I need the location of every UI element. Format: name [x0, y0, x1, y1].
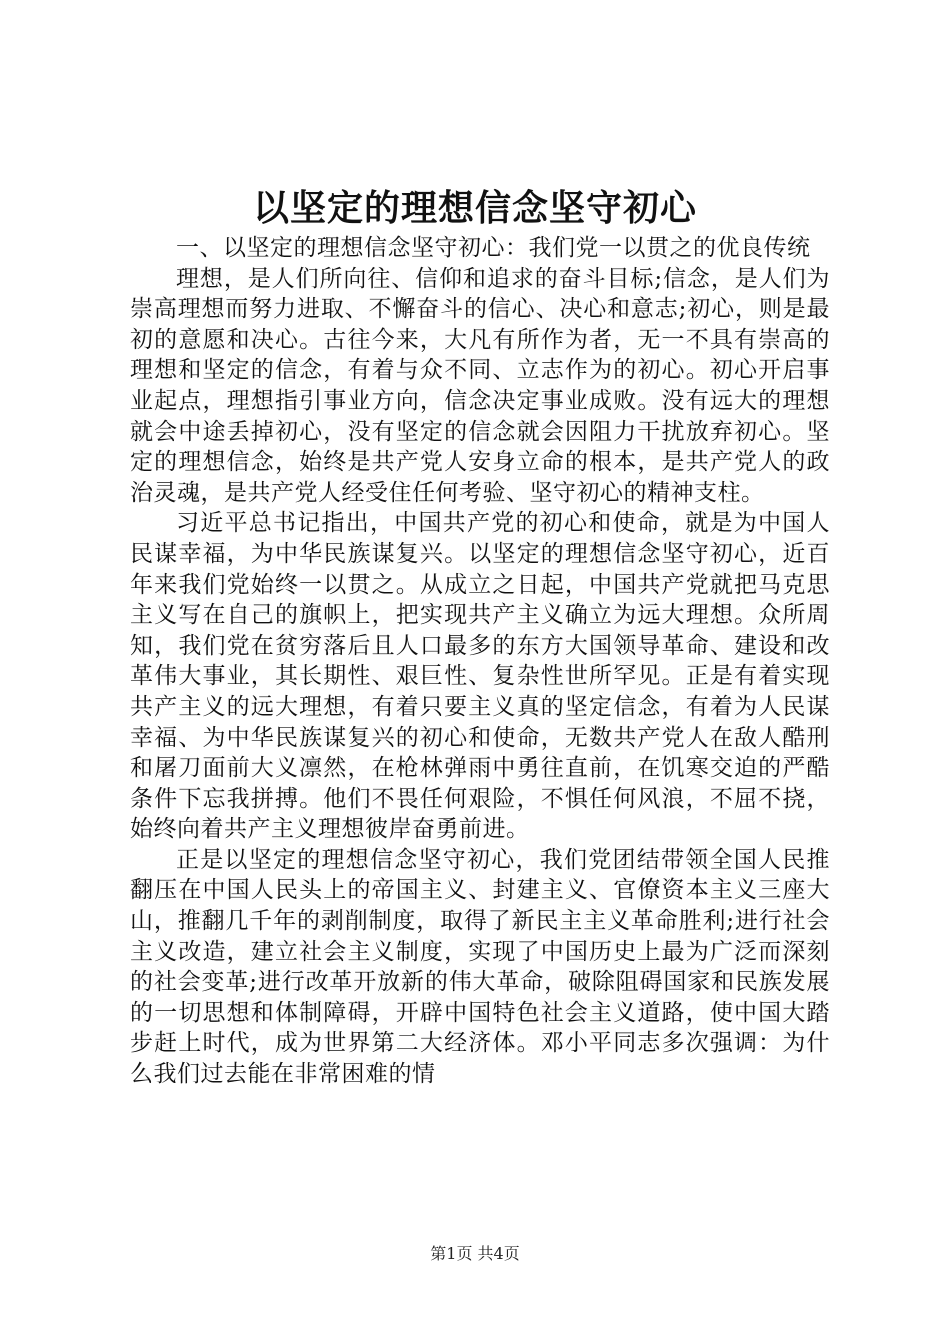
document-title: 以坚定的理想信念坚守初心: [252, 187, 697, 229]
paragraph-ideals-definition: 理想，是人们所向往、信仰和追求的奋斗目标;信念，是人们为崇高理想而努力进取、不懈奋斗的信心、决心和意志;初心，则是最初的意愿和决心。古往今来，大凡有所作为者，无一不具有崇高的理想和坚定的信念，有着与众不同、立志作为的初心。初心开启事业起点，理想指引事业方向，信念决定事业成败。没有远大的理想就会中途丢掉初心，没有坚定的信念就会因阻力干扰放弃初心。坚定的理想信念，始终是共产党人安身立命的根本，是共产党人的政治灵魂，是共产党人经受住任何考验、坚守初心的精神支柱。: [130, 265, 830, 506]
paragraph-achievements: 正是以坚定的理想信念坚守初心，我们党团结带领全国人民推翻压在中国人民头上的帝国主义、封建主义、官僚资本主义三座大山，推翻几千年的剥削制度，取得了新民主主义革命胜利;进行社会主义改造，建立社会主义制度，实现了中国历史上最为广泛而深刻的社会变革;进行改革开放新的伟大革命，破除阻碍国家和民族发展的一切思想和体制障碍，开辟中国特色社会主义道路，使中国大踏步赶上时代，成为世界第二大经济体。邓小平同志多次强调：为什么我们过去能在非常困难的情: [130, 846, 830, 1088]
page-footer: 第1页 共4页: [430, 1244, 520, 1263]
paragraph-mission-history: 习近平总书记指出，中国共产党的初心和使命，就是为中国人民谋幸福，为中华民族谋复兴。以坚定的理想信念坚守初心，近百年来我们党始终一以贯之。从成立之日起，中国共产党就把马克思主义写在自己的旗帜上，把实现共产主义确立为远大理想。众所周知，我们党在贫穷落后且人口最多的东方大国领导革命、建设和改革伟大事业，其长期性、艰巨性、复杂性世所罕见。正是有着实现共产主义的远大理想，有着只要主义真的坚定信念，有着为人民谋幸福、为中华民族谋复兴的初心和使命，无数共产党人在敌人酷刑和屠刀面前大义凛然，在枪林弹雨中勇往直前，在饥寒交迫的严酷条件下忘我拼搏。他们不畏任何艰险，不惧任何风浪，不屈不挠，始终向着共产主义理想彼岸奋勇前进。: [130, 510, 830, 843]
section-heading: 一、以坚定的理想信念坚守初心：我们党一以贯之的优良传统: [176, 235, 811, 261]
document-body: [130, 233, 830, 1090]
